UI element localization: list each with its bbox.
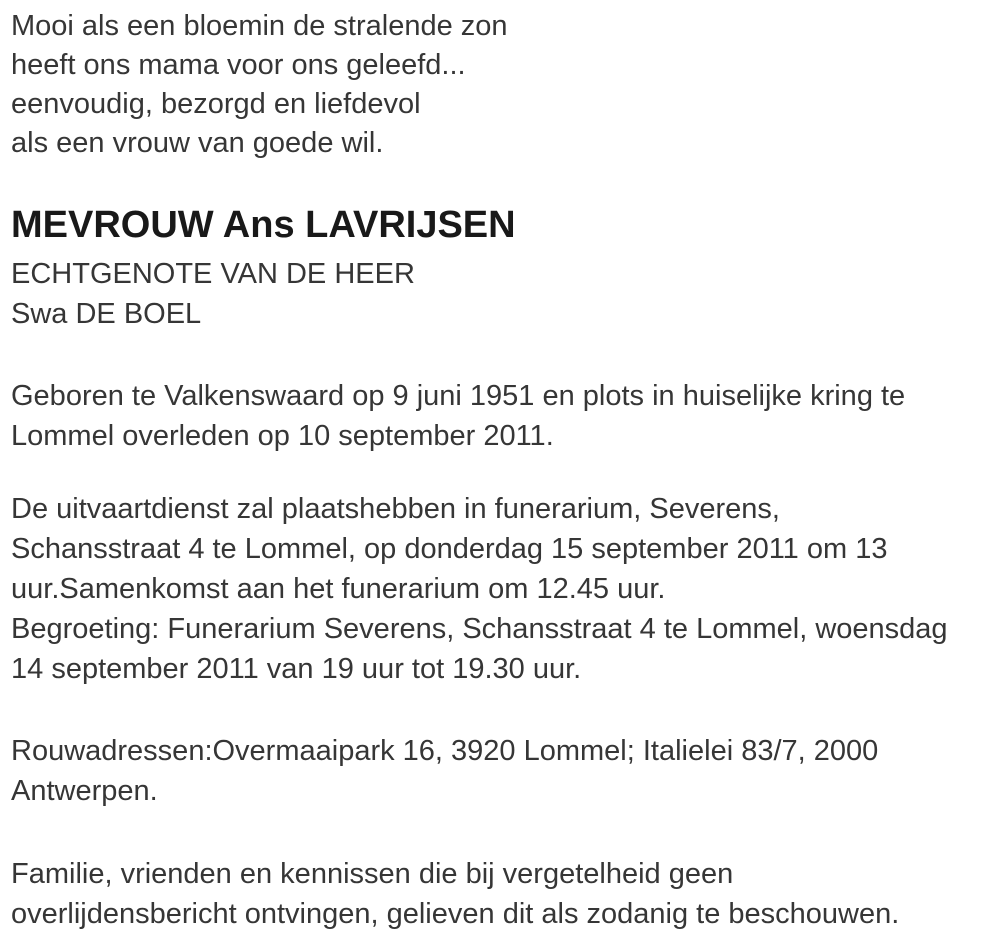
poem-line: heeft ons mama voor ons geleefd...	[11, 49, 466, 81]
poem-line: als een vrouw van goede wil.	[11, 127, 384, 159]
service-line: Begroeting: Funerarium Severens, Schansstraat 4 te Lommel, woensdag	[11, 613, 948, 645]
poem-line: eenvoudig, bezorgd en liefdevol	[11, 88, 421, 120]
mourning-address-line: Antwerpen.	[11, 775, 158, 807]
service-details-paragraph	[11, 489, 982, 689]
closing-notice-paragraph	[11, 854, 982, 934]
service-line: Schansstraat 4 te Lommel, op donderdag 15 september 2011 om 13	[11, 533, 888, 565]
service-line: uur.Samenkomst aan het funerarium om 12.45 uur.	[11, 573, 666, 605]
mourning-address-line: Rouwadressen:Overmaaipark 16, 3920 Lommel; Italielei 83/7, 2000	[11, 735, 879, 767]
poem-verse	[11, 7, 982, 163]
life-dates-line: Lommel overleden op 10 september 2011.	[11, 420, 554, 452]
closing-line: overlijdensbericht ontvingen, gelieven dit als zodanig te beschouwen.	[11, 898, 900, 930]
life-dates-line: Geboren te Valkenswaard op 9 juni 1951 en plots in huiselijke kring te	[11, 380, 906, 412]
life-dates-paragraph	[11, 376, 982, 456]
mourning-addresses-paragraph	[11, 731, 982, 811]
poem-line: Mooi als een bloemin de stralende zon	[11, 10, 508, 42]
relation-line: ECHTGENOTE VAN DE HEER	[11, 258, 415, 290]
service-line: De uitvaartdienst zal plaatshebben in funerarium, Severens,	[11, 493, 780, 525]
service-line: 14 september 2011 van 19 uur tot 19.30 uur.	[11, 653, 582, 685]
closing-line: Familie, vrienden en kennissen die bij vergetelheid geen	[11, 858, 734, 890]
deceased-name-heading: MEVROUW Ans LAVRIJSEN	[11, 204, 516, 246]
spouse-name: Swa DE BOEL	[11, 298, 202, 330]
